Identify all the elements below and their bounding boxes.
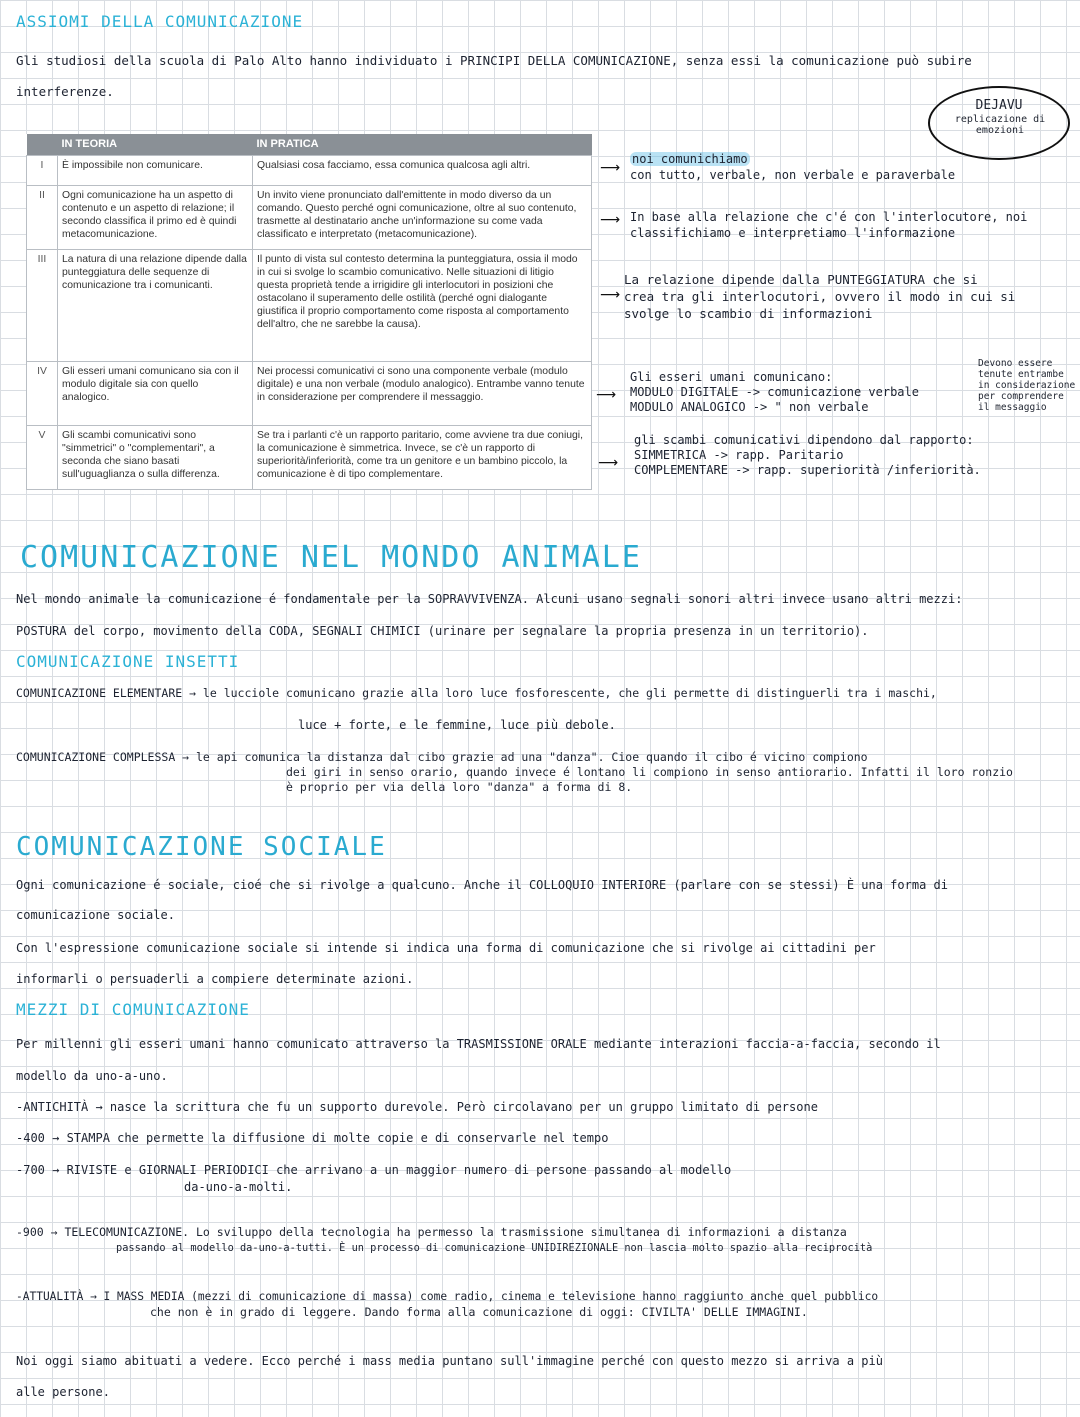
note-3-line-3: svolge lo scambio di informazioni — [624, 306, 873, 321]
arrow-icon: ⟶ — [596, 387, 617, 403]
millenni-line-2: modello da uno-a-uno. — [16, 1069, 168, 1083]
timeline-attualita-line-1: -ATTUALITÀ → I MASS MEDIA (mezzi di comunicazione di massa) come radio, cinema e televisione hanno raggiunto anche quel pubblico — [16, 1290, 879, 1303]
note-3-line-2: crea tra gli interlocutori, ovvero il modo in cui si — [624, 289, 1016, 304]
row-number: I — [27, 156, 58, 186]
note-4-line-1: Gli esseri umani comunicano: — [630, 370, 833, 384]
timeline-700-line-1: -700 → RIVISTE e GIORNALI PERIODICI che arrivano a un maggior numero di persone passando al modello — [16, 1163, 732, 1177]
heading-insetti: COMUNICAZIONE INSETTI — [16, 652, 240, 671]
table-header-teoria: IN TEORIA — [58, 134, 253, 156]
heading-mezzi: MEZZI DI COMUNICAZIONE — [16, 1000, 250, 1019]
table-row — [27, 156, 592, 186]
arrow-icon: ⟶ — [600, 212, 621, 228]
millenni-line-1: Per millenni gli esseri umani hanno comunicato attraverso la TRASMISSIONE ORALE mediante interazioni faccia-a-faccia, secondo il — [16, 1037, 941, 1051]
row-teoria: Gli scambi comunicativi sono "simmetrici" o "complementari", a seconda che siano basati sull'uguaglianza o sulla differenza. — [58, 426, 253, 490]
arrow-icon: ⟶ — [600, 160, 621, 176]
heading-assiomi: ASSIOMI DELLA COMUNICAZIONE — [16, 12, 304, 31]
arrow-icon: ⟶ — [600, 287, 621, 303]
note-4-side: Devono essere tenute entrambe in considerazione per comprendere il messaggio — [978, 358, 1076, 413]
heading-sociale: COMUNICAZIONE SOCIALE — [16, 832, 387, 862]
note-2-line-2: classifichiamo e interpretiamo l'informazione — [630, 226, 956, 240]
timeline-900-line-1: -900 → TELECOMUNICAZIONE. Lo sviluppo della tecnologia ha permesso la trasmissione simultanea di informazioni a distanza — [16, 1225, 847, 1239]
sociale-line-3: Con l'espressione comunicazione sociale si intende si indica una forma di comunicazione che si rivolge ai cittadini per — [16, 941, 876, 955]
final-line-2: alle persone. — [16, 1385, 110, 1399]
row-pratica: Un invito viene pronunciato dall'emittente in modo diverso da un comando. Questo perché ogni comunicazione, oltre al suo contenuto, trasmette al destinatario anche un'informazione su come vada classificato e interpretato (metacomunicazione). — [253, 186, 592, 250]
table-row — [27, 362, 592, 426]
row-teoria: Ogni comunicazione ha un aspetto di contenuto e un aspetto di relazione; il secondo classifica il primo ed è quindi metacomunicazione. — [58, 186, 253, 250]
row-number: V — [27, 426, 58, 490]
timeline-900-line-2: passando al modello da-uno-a-tutti. È un processo di comunicazione UNIDIREZIONALE non lascia molto spazio alla reciprocità — [116, 1242, 873, 1254]
note-4-line-2: MODULO DIGITALE -> comunicazione verbale — [630, 385, 919, 399]
timeline-700-line-2: da-uno-a-molti. — [184, 1180, 293, 1194]
note-2-line-1: In base alla relazione che c'é con l'interlocutore, noi — [630, 210, 1028, 224]
row-pratica: Nei processi comunicativi ci sono una componente verbale (modulo digitale) e una non verbale (modulo analogico). Entrambe vanno tenute in considerazione per comprendere il messaggio. — [253, 362, 592, 426]
intro-line-2: interferenze. — [16, 84, 114, 99]
assiomi-table — [26, 134, 592, 490]
elementare-line-2: luce + forte, e le femmine, luce più debole. — [298, 718, 616, 732]
heading-mondo-animale: COMUNICAZIONE NEL MONDO ANIMALE — [20, 540, 642, 575]
sociale-line-1: Ogni comunicazione é sociale, cioé che si rivolge a qualcuno. Anche il COLLOQUIO INTERIORE (parlare con se stessi) È una forma di — [16, 878, 948, 892]
row-pratica: Il punto di vista sul contesto determina la punteggiatura, ossia il modo in cui si svolge lo scambio comunicativo. Nelle situazioni di litigio questa proprietà tende a irrigidire gli interlocutori in posizioni che ostacolano il superamento delle ostilità (perché ogni dialogante giustifica il proprio comportamento come risposta al comportamento dell'altro, che ne sarebbe la causa). — [253, 250, 592, 362]
table-header-num — [27, 134, 58, 156]
timeline-400: -400 → STAMPA che permette la diffusione di molte copie e di conservarle nel tempo — [16, 1131, 609, 1145]
complessa-line-1: COMUNICAZIONE COMPLESSA → le api comunica la distanza dal cibo grazie ad una "danza". Cioe quando il cibo é vicino compiono — [16, 750, 868, 764]
row-teoria: Gli esseri umani comunicano sia con il modulo digitale sia con quello analogico. — [58, 362, 253, 426]
elementare-line-1: COMUNICAZIONE ELEMENTARE → le lucciole comunicano grazie alla loro luce fosforescente, che gli permette di distinguerli tra i maschi, — [16, 686, 937, 700]
note-5-line-3: COMPLEMENTARE -> rapp. superiorità /inferiorità. — [634, 463, 981, 477]
note-5-line-1: gli scambi comunicativi dipendono dal rapporto: — [634, 433, 974, 447]
table-row — [27, 186, 592, 250]
bubble-title: DEJAVU — [975, 98, 1023, 113]
row-number: III — [27, 250, 58, 362]
table-row — [27, 426, 592, 490]
timeline-antichita: -ANTICHITÀ → nasce la scrittura che fu un supporto durevole. Però circolavano per un gruppo limitato di persone — [16, 1100, 818, 1114]
sociale-line-2: comunicazione sociale. — [16, 908, 175, 922]
intro-line-1: Gli studiosi della scuola di Palo Alto hanno individuato i PRINCIPI DELLA COMUNICAZIONE, senza essi la comunicazione può subire — [16, 53, 972, 68]
animal-line-2: POSTURA del corpo, movimento della CODA, SEGNALI CHIMICI (urinare per segnalare la propria presenza in un territorio). — [16, 624, 869, 638]
arrow-icon: ⟶ — [598, 455, 619, 471]
timeline-attualita-line-2: che non è in grado di leggere. Dando forma alla comunicazione di oggi: CIVILTA' DELLE IMMAGINI. — [150, 1305, 808, 1319]
table-row — [27, 250, 592, 362]
row-pratica: Qualsiasi cosa facciamo, essa comunica qualcosa agli altri. — [253, 156, 592, 186]
complessa-line-2: dei giri in senso orario, quando invece é lontano li compiono in senso antiorario. Infatti il loro ronzio — [286, 765, 1013, 779]
complessa-line-3: è proprio per via della loro "danza" a forma di 8. — [286, 780, 633, 794]
final-line-1: Noi oggi siamo abituati a vedere. Ecco perché i mass media puntano sull'immagine perché con questo mezzo si arriva a più — [16, 1354, 883, 1368]
row-number: II — [27, 186, 58, 250]
table-header-pratica: IN PRATICA — [253, 134, 592, 156]
animal-line-1: Nel mondo animale la comunicazione é fondamentale per la SOPRAVVIVENZA. Alcuni usano segnali sonori altri invece usano altri mezzi: — [16, 592, 963, 606]
note-5-line-2: SIMMETRICA -> rapp. Paritario — [634, 448, 844, 462]
note-4-line-3: MODULO ANALOGICO -> " non verbale — [630, 400, 869, 414]
row-pratica: Se tra i parlanti c'è un rapporto paritario, come avviene tra due coniugi, la comunicazione è simmetrica. Invece, se c'è un rapporto di superiorità/inferiorità, come tra un genitore e un bambino piccolo, la comunicazione è di tipo complementare. — [253, 426, 592, 490]
dejavu-bubble — [928, 86, 1070, 160]
sociale-line-4: informarli o persuaderli a compiere determinate azioni. — [16, 972, 414, 986]
bubble-text: replicazione di emozioni — [954, 114, 1046, 136]
note-1-line-2: con tutto, verbale, non verbale e paraverbale — [630, 168, 956, 182]
row-teoria: La natura di una relazione dipende dalla punteggiatura delle sequenze di comunicazione tra i comunicanti. — [58, 250, 253, 362]
row-number: IV — [27, 362, 58, 426]
note-3-line-1: La relazione dipende dalla PUNTEGGIATURA che si — [624, 272, 978, 287]
row-teoria: È impossibile non comunicare. — [58, 156, 253, 186]
note-1-line-1: noi comunichiamo — [632, 152, 748, 166]
